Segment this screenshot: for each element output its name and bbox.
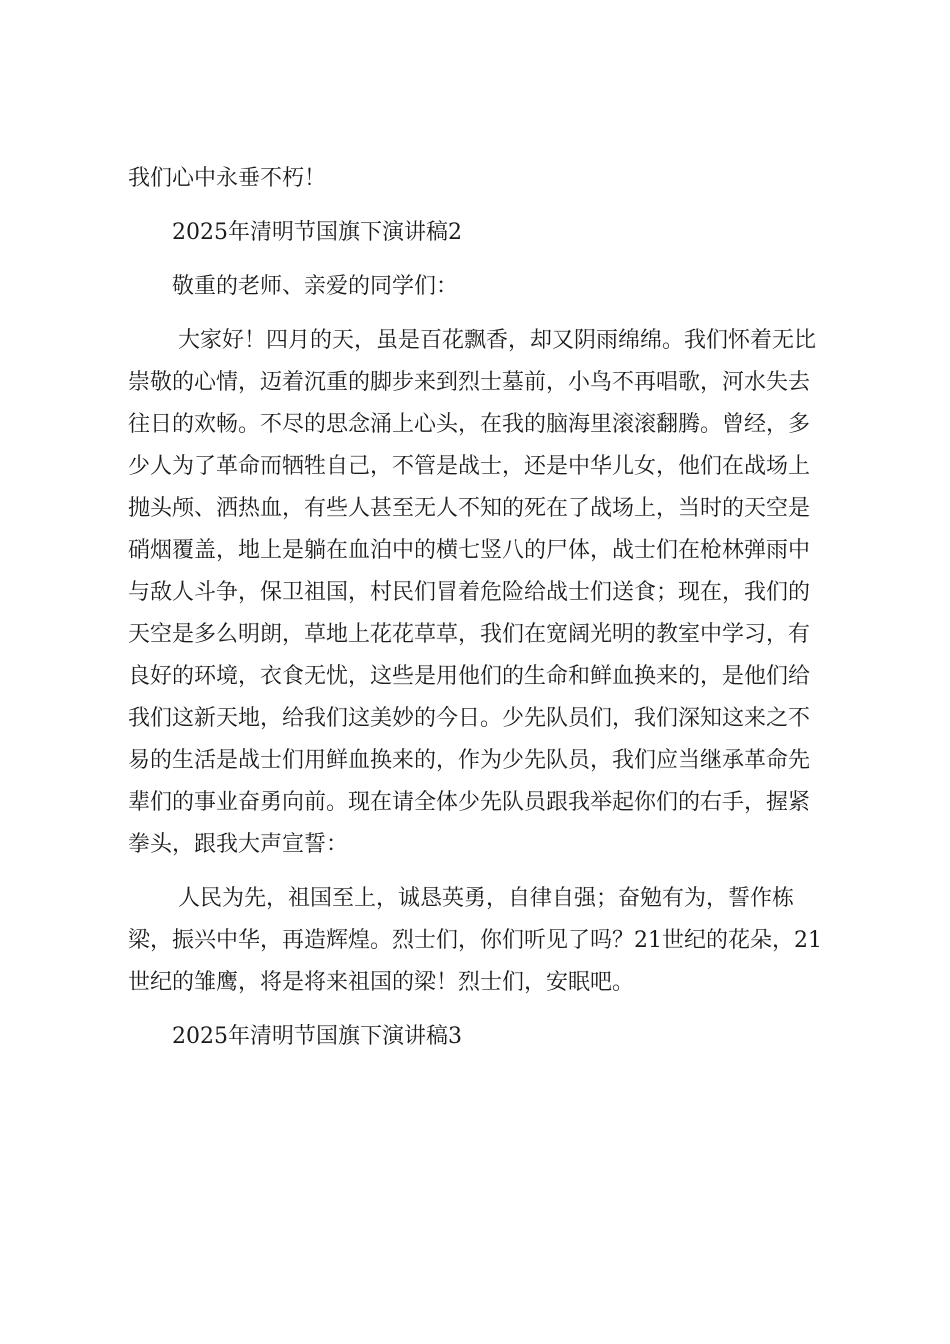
- paragraph-line: 硝烟覆盖，地上是躺在血泊中的横七竖八的尸体，战士们在枪林弹雨中: [128, 538, 811, 563]
- paragraph-line: 易的生活是战士们用鲜血换来的，作为少先队员，我们应当继承革命先: [128, 748, 811, 773]
- paragraph-line: 崇敬的心情，迈着沉重的脚步来到烈士墓前，小鸟不再唱歌，河水失去: [128, 370, 811, 395]
- paragraph-line: 少人为了革命而牺牲自己，不管是战士，还是中华儿女，他们在战场上: [128, 454, 811, 479]
- paragraph-line: 梁，振兴中华，再造辉煌。烈士们，你们听见了吗？21世纪的花朵，21: [128, 928, 822, 953]
- paragraph-line: 世纪的雏鹰，将是将来祖国的梁！烈士们，安眠吧。: [128, 970, 635, 995]
- section-heading-3: 2025年清明节国旗下演讲稿3: [172, 1024, 462, 1049]
- paragraph-line: 抛头颅、洒热血，有些人甚至无人不知的死在了战场上，当时的天空是: [128, 496, 811, 521]
- continuation-line: 我们心中永垂不朽！: [128, 166, 327, 191]
- speech-paragraph-1: [128, 320, 834, 866]
- paragraph-line: 辈们的事业奋勇向前。现在请全体少先队员跟我举起你们的右手，握紧: [128, 790, 811, 815]
- paragraph-line: 天空是多么明朗，草地上花花草草，我们在宽阔光明的教室中学习，有: [128, 622, 811, 647]
- paragraph-line: 人民为先，祖国至上，诚恳英勇，自律自强；奋勉有为，誓作栋: [178, 886, 795, 911]
- document-page: [128, 158, 834, 1058]
- section-heading-2: 2025年清明节国旗下演讲稿2: [172, 220, 462, 245]
- salutation: 敬重的老师、亲爱的同学们：: [172, 274, 459, 299]
- paragraph-line: 拳头，跟我大声宣誓：: [128, 832, 349, 857]
- speech-paragraph-2: [128, 878, 834, 1004]
- paragraph-line: 大家好！四月的天，虽是百花飘香，却又阴雨绵绵。我们怀着无比: [178, 328, 817, 353]
- paragraph-line: 良好的环境，衣食无忧，这些是用他们的生命和鲜血换来的，是他们给: [128, 664, 811, 689]
- paragraph-line: 与敌人斗争，保卫祖国，村民们冒着危险给战士们送食；现在，我们的: [128, 580, 811, 605]
- paragraph-line: 我们这新天地，给我们这美妙的今日。少先队员们，我们深知这来之不: [128, 706, 811, 731]
- paragraph-line: 往日的欢畅。不尽的思念涌上心头，在我的脑海里滚滚翻腾。曾经，多: [128, 412, 811, 437]
